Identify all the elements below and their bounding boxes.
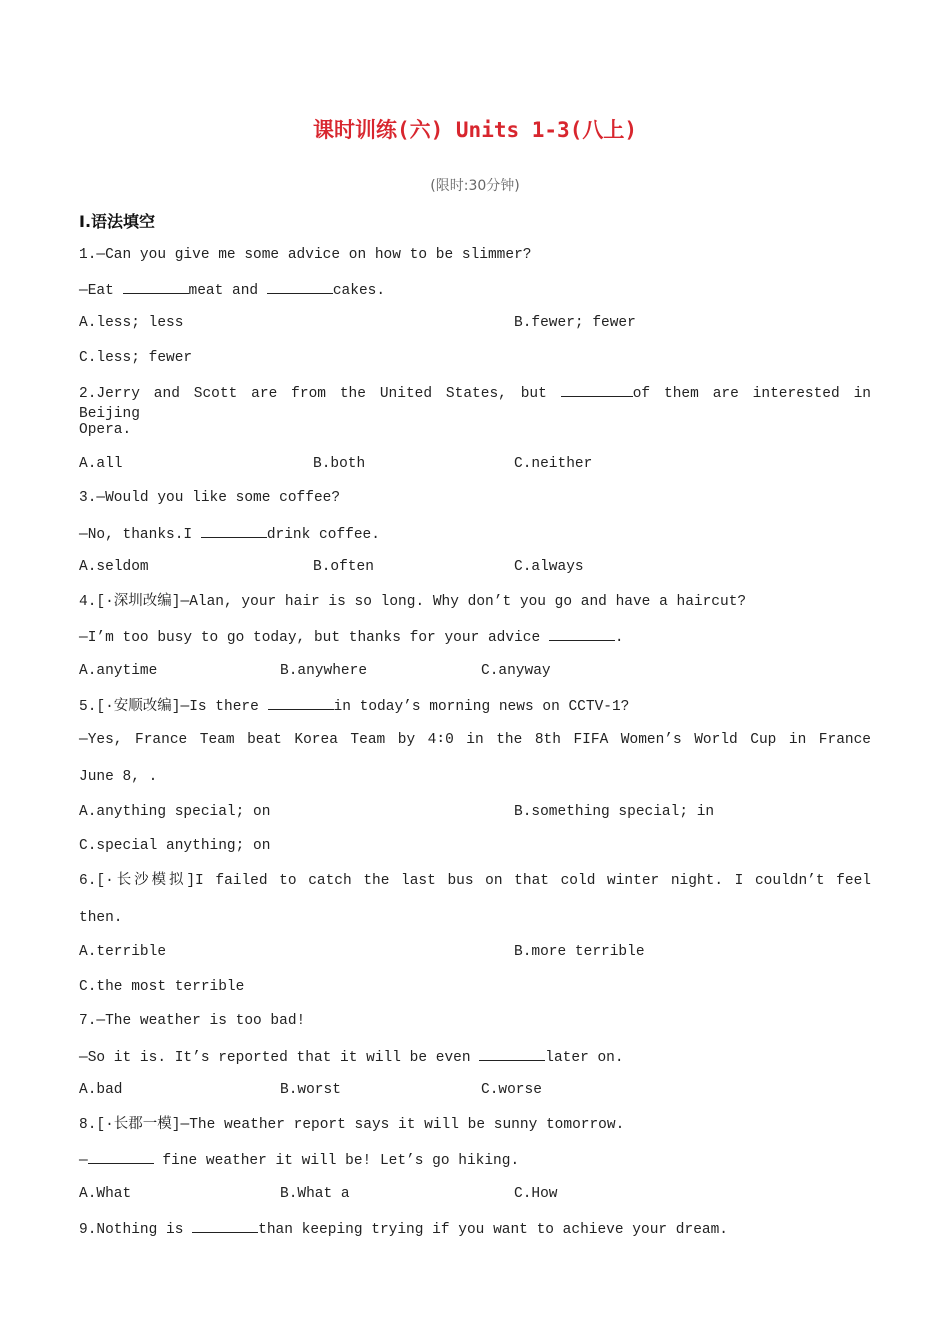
question-6-option-b: B.more terrible [514,944,645,960]
question-1-option-a: A.less; less [79,315,184,331]
question-8-option-b: B.What a [280,1186,350,1202]
question-8-text-a: — [79,1153,88,1169]
question-7-option-c: C.worse [481,1082,542,1098]
question-5-option-c: C.special anything; on [79,838,271,854]
question-2-text-a: 2.Jerry and Scott are from the United States, but [79,386,561,402]
question-7-stem: 7.—The weather is too bad! [79,1013,306,1029]
question-5-text-a: 5.[·安顺改编]—Is there [79,699,268,715]
answer-blank [268,695,334,710]
question-1-line2 [79,279,385,301]
question-7-option-b: B.worst [280,1082,341,1098]
question-8-option-a: A.What [79,1186,132,1202]
question-4-option-b: B.anywhere [280,663,368,679]
question-6-option-c: C.the most terrible [79,979,245,995]
answer-blank [549,626,615,641]
question-9-stem [79,1218,728,1240]
section-heading: Ⅰ.语法填空 [79,212,156,231]
question-5-text-b: in today’s morning news on CCTV-1? [333,699,630,715]
answer-blank [123,279,189,294]
question-5-line2-cont: June 8, . [79,769,158,785]
question-1-stem: 1.—Can you give me some advice on how to be slimmer? [79,247,532,263]
question-2-stem-cont: Opera. [79,422,132,438]
question-6-stem: 6.[·长沙模拟]I failed to catch the last bus on that cold winter night. I couldn’t feel [79,873,871,889]
question-4-text-a: —I’m too busy to go today, but thanks for your advice [79,630,549,646]
question-3-option-b: B.often [313,559,374,575]
question-2-option-a: A.all [79,456,123,472]
answer-blank [479,1046,545,1061]
question-1-text-b: meat and [188,283,267,299]
question-4-stem: 4.[·深圳改编]—Alan, your hair is so long. Why don’t you go and have a haircut? [79,594,747,610]
question-1-option-c: C.less; fewer [79,350,193,366]
question-2-stem [79,382,871,424]
answer-blank [201,523,267,538]
question-3-text-a: —No, thanks.I [79,527,201,543]
question-7-option-a: A.bad [79,1082,123,1098]
question-6-option-a: A.terrible [79,944,167,960]
page-title: 课时训练(六) Units 1-3(八上) [312,118,637,142]
question-8-line2 [79,1149,519,1171]
question-4-text-b: . [614,630,624,646]
answer-blank [192,1218,258,1233]
question-5-option-b: B.something special; in [514,804,715,820]
question-7-text-b: later on. [545,1050,624,1066]
question-5-stem [79,695,629,717]
question-2-option-b: B.both [313,456,366,472]
answer-blank [267,279,333,294]
question-9-text-b: than keeping trying if you want to achieve your dream. [258,1222,729,1238]
question-2-text-b: of them are interested in Beijing [79,386,871,422]
question-1-text-c: cakes. [332,283,386,299]
question-5-option-a: A.anything special; on [79,804,271,820]
question-3-stem: 3.—Would you like some coffee? [79,490,341,506]
question-1-text-a: —Eat [79,283,123,299]
question-8-stem: 8.[·长郡一模]—The weather report says it will be sunny tomorrow. [79,1117,625,1133]
question-8-option-c: C.How [514,1186,558,1202]
question-7-line2 [79,1046,624,1068]
question-4-option-c: C.anyway [481,663,551,679]
question-4-option-a: A.anytime [79,663,158,679]
question-5-line2: —Yes, France Team beat Korea Team by 4∶0 in the 8th FIFA Women’s World Cup in France [79,732,871,748]
answer-blank [561,382,633,397]
question-3-option-c: C.always [514,559,584,575]
question-3-option-a: A.seldom [79,559,149,575]
question-1-option-b: B.fewer; fewer [514,315,636,331]
time-limit: (限时:30分钟) [430,178,520,194]
question-9-text-a: 9.Nothing is [79,1222,193,1238]
answer-blank [88,1149,154,1164]
question-8-text-b: fine weather it will be! Let’s go hiking. [153,1153,520,1169]
question-6-stem-cont: then. [79,910,123,926]
question-4-line2 [79,626,624,648]
question-2-option-c: C.neither [514,456,593,472]
question-3-text-b: drink coffee. [266,527,380,543]
question-7-text-a: —So it is. It’s reported that it will be even [79,1050,480,1066]
question-3-line2 [79,523,380,545]
